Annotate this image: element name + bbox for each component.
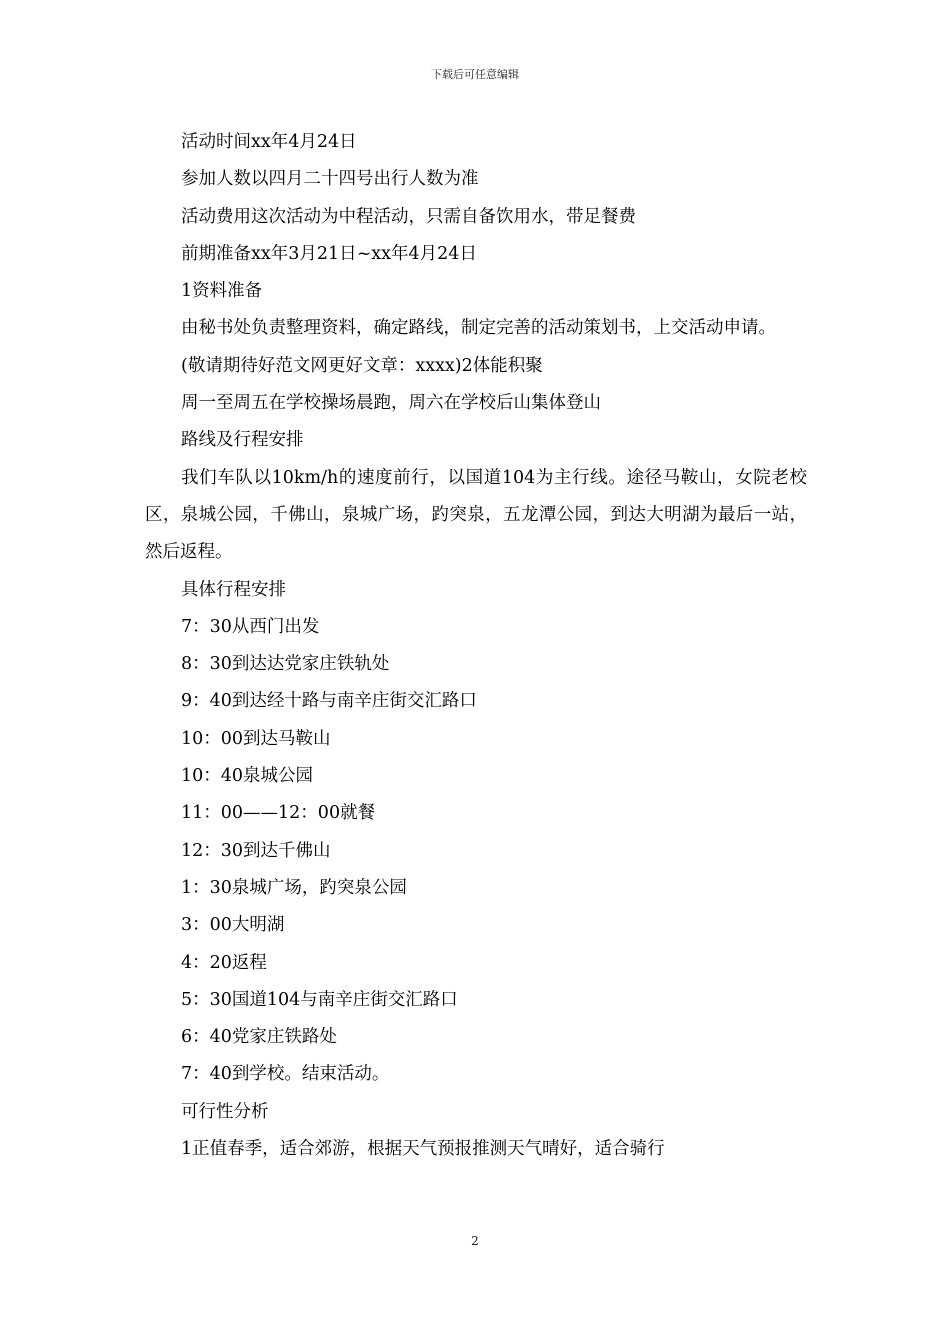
schedule-item: 4：20返程 [181,952,267,973]
schedule-item: 6：40党家庄铁路处 [181,1027,337,1048]
paragraph-fitness-detail: 周一至周五在学校操场晨跑，周六在学校后山集体登山 [181,393,601,414]
page-header: 下载后可任意编辑 [431,68,519,81]
schedule-item: 12：30到达千佛山 [181,840,331,861]
schedule-item: 9：40到达经十路与南辛庄街交汇路口 [181,691,477,712]
schedule-item: 5：30国道104与南辛庄街交汇路口 [181,989,458,1010]
paragraph-preparation-period: 前期准备xx年3月21日~xx年4月24日 [181,243,477,264]
document-body [145,124,807,1168]
paragraph-activity-time: 活动时间xx年4月24日 [181,132,357,152]
paragraph-participants: 参加人数以四月二十四号出行人数为准 [181,169,479,190]
paragraph-materials-heading: 1资料准备 [181,281,263,302]
paragraph-fitness-heading: (敬请期待好范文网更好文章：xxxx)2体能积聚 [181,355,543,376]
schedule-item: 10：40泉城公园 [181,766,314,787]
paragraph-route-heading: 路线及行程安排 [181,430,304,451]
schedule-item: 11：00——12：00就餐 [181,803,376,824]
paragraph-route-detail: 我们车队以10km/h的速度前行，以国道104为主行线。途径马鞍山，女院老校区，泉城公园，千佛山，泉城广场，趵突泉，五龙潭公园，到达大明湖为最后一站，然后返程。 [145,467,807,563]
schedule-item: 1：30泉城广场，趵突泉公园 [181,877,407,898]
paragraph-materials-detail: 由秘书处负责整理资料，确定路线，制定完善的活动策划书，上交活动申请。 [181,318,776,339]
paragraph-activity-cost: 活动费用这次活动为中程活动，只需自备饮用水，带足餐费 [181,206,636,227]
page-number: 2 [471,1234,479,1248]
paragraph-feasibility-heading: 可行性分析 [181,1101,269,1122]
schedule-item: 8：30到达达党家庄铁轨处 [181,654,390,675]
paragraph-schedule-heading: 具体行程安排 [181,579,286,600]
schedule-item: 10：00到达马鞍山 [181,728,331,749]
schedule-item: 3：00大明湖 [181,915,285,936]
schedule-item: 7：30从西门出发 [181,616,320,637]
schedule-item: 7：40到学校。结束活动。 [181,1064,390,1085]
paragraph-feasibility-point: 1正值春季，适合郊游，根据天气预报推测天气晴好，适合骑行 [181,1139,665,1160]
